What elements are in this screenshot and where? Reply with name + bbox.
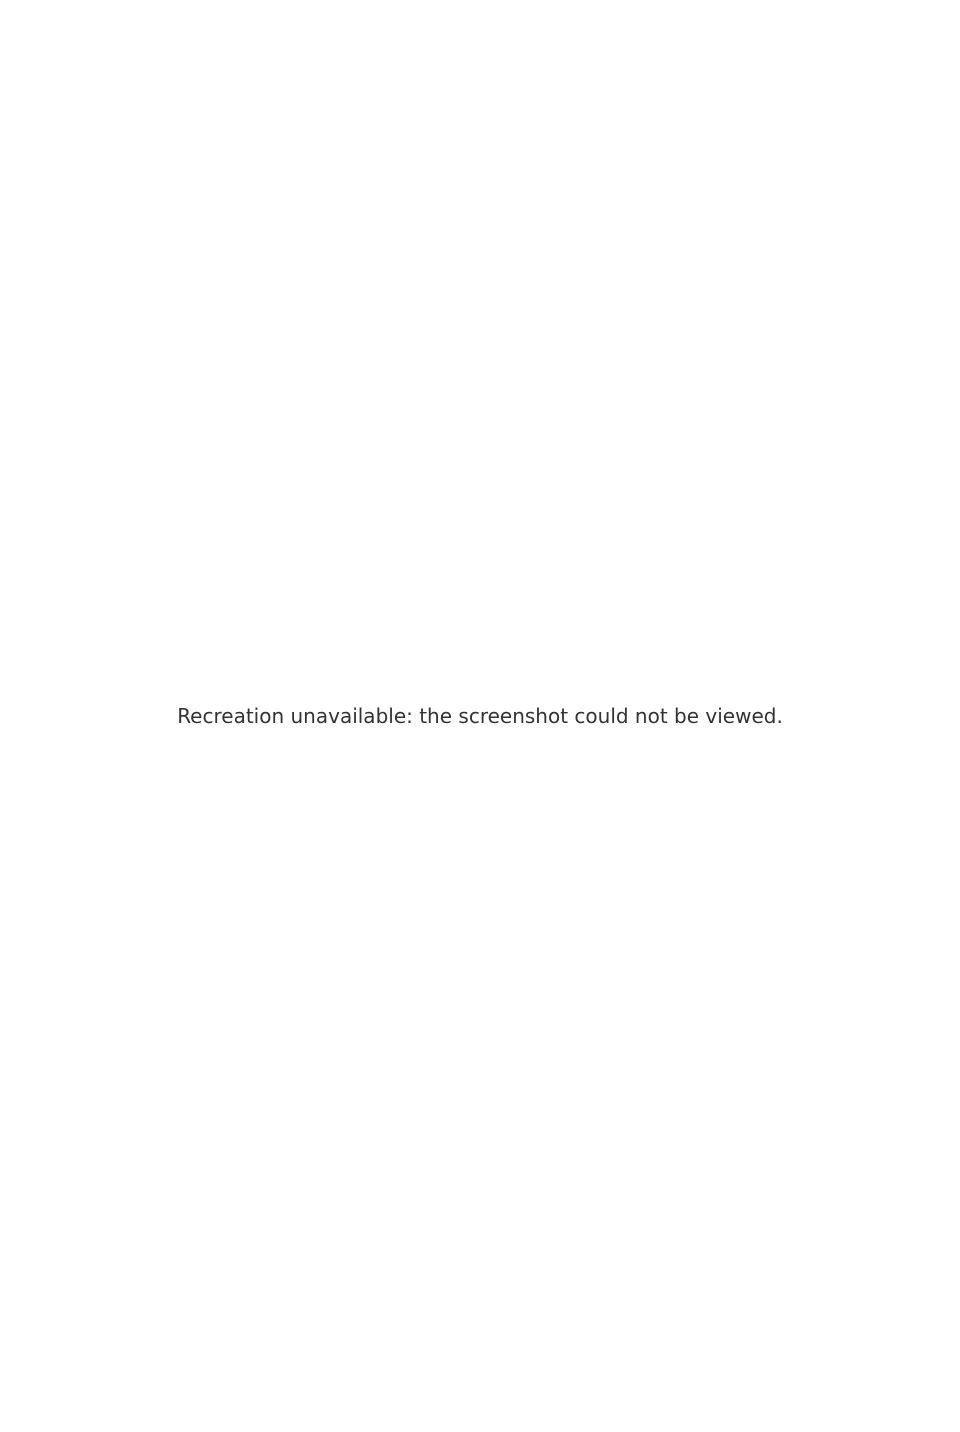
unavailable-message: Recreation unavailable: the screenshot could not be viewed. (177, 704, 783, 728)
